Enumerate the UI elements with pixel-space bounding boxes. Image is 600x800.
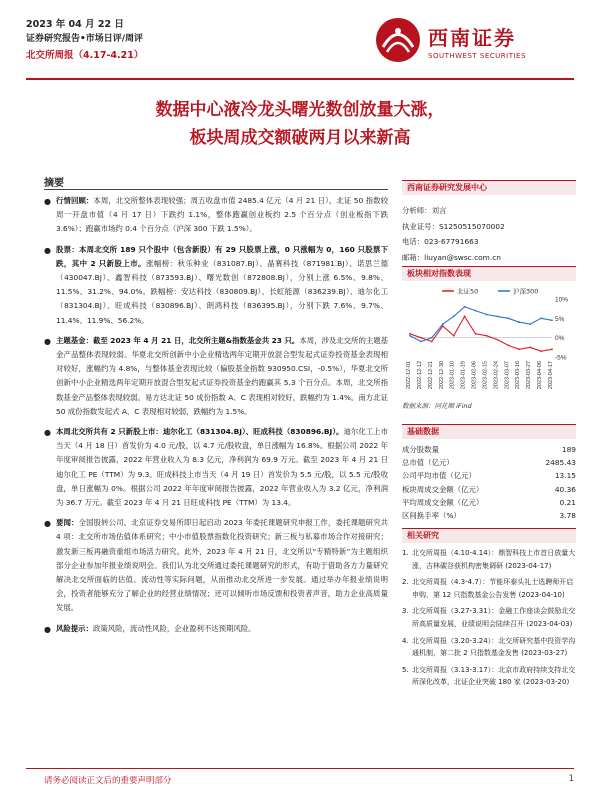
x-tick-label: 2023-03-16 — [515, 361, 522, 390]
paragraph-lead: 本周北交所共有 2 只新股上市：迪尔化工（831304.BJ）、旺成科技（830896.BJ）。 — [56, 427, 344, 437]
summary-heading: 摘要 — [44, 178, 64, 189]
data-point — [475, 310, 477, 312]
x-tick-label: 2023-03-07 — [504, 361, 511, 390]
x-tick-label: 2023-04-06 — [537, 361, 544, 390]
relative-performance-chart — [402, 285, 576, 399]
row-value: 13.15 — [554, 471, 576, 481]
row-value: 40.36 — [554, 484, 576, 494]
data-point — [464, 306, 466, 308]
bullet-icon: ● — [44, 428, 51, 438]
y-tick-label: 10% — [555, 296, 569, 304]
x-tick-label: 2023-02-06 — [471, 361, 478, 390]
basic-data-row — [402, 496, 576, 509]
summary-paragraph-news — [44, 516, 388, 615]
paragraph-lead: 行情回顾： — [56, 196, 94, 205]
row-label: 区间换手率（%） — [402, 511, 461, 521]
row-value: 189 — [561, 445, 576, 454]
basic-data-row — [402, 456, 576, 469]
paragraph-lead: 主题基金：截至 2023 年 4 月 21 日，北交所主题&指数基金共 23 只。 — [56, 335, 300, 345]
data-point — [486, 335, 488, 337]
summary-paragraph-stocks — [44, 243, 388, 328]
x-tick-label: 2023-02-24 — [493, 361, 500, 390]
logo-emblem-icon — [374, 16, 422, 64]
item-number: 4. — [402, 636, 409, 645]
page-number: 1 — [568, 774, 574, 784]
analyst-heading: 西南证券研究发展中心 — [402, 180, 576, 195]
analyst-phone: 电话：023-67791663 — [402, 237, 479, 246]
basic-data-row — [402, 483, 576, 496]
x-tick-label: 2022-12-30 — [438, 361, 445, 390]
row-label: 成分股数量 — [402, 445, 439, 454]
related-report-link[interactable] — [402, 605, 576, 630]
data-point — [442, 323, 444, 325]
basic-data-heading: 基础数据 — [402, 424, 576, 439]
data-point — [464, 316, 466, 318]
row-value: 2485.43 — [545, 458, 576, 468]
summary-paragraph-risk — [44, 622, 388, 636]
paragraph-text: 涨幅榜：秋乐种业（831087.BJ）、晶赛科技（871981.BJ）、诺思兰德（430047.BJ）、鑫智科技（873593.BJ）、曙光数创（872808.BJ），分别上涨 6.5%、9.8%、11.5%、31.2%、94.0%。跌幅榜：安达科技（830809.BJ）、长虹能源（836239.BJ）、迪尔化工（831304.BJ）、旺成科技（830896.BJ）、朗鸿科技（836395.BJ），分别下跌 7.6%、9.7%、11.4%、11.9%、56.2%。 — [56, 258, 388, 325]
paragraph-text: 全国股转公司、北京证券交易所即日起启动 2023 年委托课题研究申报工作，委托课题研究共 4 项：北交所市场估值体系研究；中小市值股票指数化投资研究；新三板与私募市场合作对接研究；激发新三板再融资重组市场活力研究。此外，2023 年 4 月 21 日，北交所以“专精特新”为主题组织部分企业参加年报业绩说明会。我们认为北交所通过委托课题研究的形式，有助于借助各方力量研究解决北交所面临的估值、流动性等实际问题，从而推动北交所进一步发展。通过举办年报业绩说明会，投资者能够充分了解企业的经营业绩情况；还可以倾听市场反馈和投资者声音，助力企业高质量发展。 — [56, 518, 388, 613]
x-tick-label: 2023-02-15 — [482, 361, 489, 390]
analyst-license: 执业证号：S1250515070002 — [402, 221, 505, 231]
data-point — [431, 341, 433, 343]
related-research-heading: 相关研究 — [402, 528, 576, 543]
summary-paragraph-market — [44, 194, 388, 237]
data-point — [475, 333, 477, 335]
bullet-icon: ● — [44, 245, 51, 255]
paragraph-text: 本周，北交所整体表现较强；周五收盘市值 2485.4 亿元（4 月 21 日），北证 50 指数较周一开盘市值（4 月 17 日）下跌约 1.1%，整体跑赢创业板约 2.5 个百分点（创业板指下跌 3.6%）；跑赢市场约 0.4 个百分点（沪深 300 下跌 1.5%）。 — [56, 196, 388, 234]
footer-disclaimer: 请务必阅读正文后的重要声明部分 — [44, 776, 172, 786]
row-label: 总市值（亿元） — [402, 458, 454, 468]
data-point — [529, 346, 531, 348]
x-tick-label: 2022-12-12 — [416, 361, 423, 390]
row-value: 0.21 — [559, 497, 576, 507]
basic-data-box — [402, 424, 576, 522]
bullet-icon: ● — [44, 336, 51, 346]
data-point — [551, 319, 553, 321]
data-point — [540, 350, 542, 352]
related-research-box — [402, 528, 576, 689]
bullet-icon: ● — [44, 624, 51, 634]
related-report-title: 北交所周报（3.20-3.24）：北交所研究基中投资学沟通机制，第二批 2 只指数基金发售 (2023-03-27) — [412, 636, 576, 658]
basic-data-row — [402, 509, 576, 522]
data-point — [420, 341, 422, 343]
summary-body — [44, 194, 388, 642]
logo-chinese-name: 西南证券 — [428, 26, 516, 50]
report-date: 2023 年 04 月 22 日 — [26, 19, 124, 30]
data-point — [453, 335, 455, 337]
y-tick-label: 0% — [555, 335, 565, 343]
analyst-name: 分析师：刘言 — [402, 206, 447, 215]
related-report-title: 北交所周报（3.13-3.17）：北京市政府持续支持北交所深化改革，北证企业突破 180 家 (2023-03-20) — [412, 665, 576, 687]
data-point — [518, 348, 520, 350]
data-point — [453, 316, 455, 318]
paragraph-text: 本周，涉及北交所的主题基金产品整体表现较弱。华夏北交所创新中小企业精选两年定期开放混合型发起式证券投资基金表现相对较好，涨幅约为 4.8%，与整体基金表现比较（偏股基金指数 930950.CSI，-0.5%），华夏北交所创新中小企业精选两年定期开放混合型发起式证券投资基金约跑赢其 5.3 个百分点。本周，北交所指数基金产品整体表现较弱。易方达北证 50 成份指数 A、C 表现相对较好，跌幅约为 1.4%。南方北证 50 成份指数发起式 A、C 表现相对较弱，跌幅约为 1.5%。 — [56, 335, 389, 416]
data-point — [540, 317, 542, 319]
bullet-icon: ● — [44, 519, 51, 529]
paragraph-text: 政策风险，流动性风险，企业盈利不达预期风险。 — [92, 623, 256, 633]
chart-source: 数据来源：同花顺 iFind — [402, 402, 472, 410]
report-title — [60, 96, 540, 152]
related-report-title: 北交所周报（4.10-4.14）：鼎智科技上市首日放量大涨，吉林碳谷获机构密集调研 (2023-04-17) — [412, 549, 576, 570]
title-line-2: 板块周成交额破两月以来新高 — [189, 128, 411, 148]
x-tick-label: 2022-12-01 — [406, 361, 412, 390]
analyst-box — [402, 180, 576, 265]
summary-divider — [44, 189, 388, 190]
performance-box — [402, 266, 576, 410]
footer-divider — [26, 768, 574, 769]
performance-heading: 板块相对指数表现 — [402, 266, 576, 281]
data-point — [420, 337, 422, 339]
paragraph-lead: 股票：本周北交所 189 只个股中（包含新股）有 29 只股票上涨，0 只涨幅为 0，160 只股票下跌，其中 2 只新股上市。 — [56, 244, 388, 268]
data-point — [507, 317, 509, 319]
related-report-link[interactable] — [402, 664, 576, 689]
basic-data-table — [402, 443, 576, 522]
basic-data-row — [402, 469, 576, 482]
data-point — [551, 348, 553, 350]
data-point — [518, 321, 520, 323]
report-series: 北交所周报（4.17-4.21） — [26, 50, 144, 61]
legend-label: 北证50 — [457, 287, 479, 296]
x-tick-label: 2022-12-21 — [427, 361, 434, 390]
legend-label: 沪深300 — [513, 287, 539, 296]
bullet-icon: ● — [44, 197, 51, 206]
row-value: 3.78 — [559, 511, 576, 521]
y-tick-label: -5% — [555, 354, 567, 362]
company-logo — [374, 14, 574, 70]
data-point — [409, 335, 411, 337]
related-report-link[interactable] — [402, 576, 576, 601]
related-report-title: 北交所周报（3.27-3.31）：金融工作座谈会鼓励北交所高质量发展，业绩说明会陆续召开 (2023-04-03) — [412, 607, 576, 628]
logo-english-name: SOUTHWEST SECURITIES — [428, 52, 526, 60]
item-number: 2. — [402, 578, 409, 587]
x-tick-label: 2023-01-10 — [449, 361, 456, 390]
paragraph-lead: 风险提示： — [56, 623, 93, 633]
data-point — [507, 345, 509, 347]
x-tick-label: 2023-04-17 — [548, 361, 554, 390]
row-label: 板块周成交金额（亿元） — [402, 484, 484, 494]
report-header — [26, 12, 574, 76]
related-report-title: 北交所周报（4.3-4.7）：节能环泰头礼士选聘师开启申购，第 12 只指数基金公告发售 (2023-04-10) — [412, 578, 574, 599]
basic-data-row — [402, 443, 576, 456]
data-point — [529, 323, 531, 325]
header-divider — [26, 78, 574, 80]
related-report-link[interactable] — [402, 547, 576, 572]
data-point — [409, 333, 411, 335]
paragraph-text: 迪尔化工上市当天（4 月 18 日）首发价为 4.0 元/股，以 4.7 元/股收盘，单日涨幅为 16.8%。根据公司 2022 年年度审阅报告披露，2022 年营业收入为 8.3 亿元，净利润为 69.9 万元。截至 2023 年 4 月 21 日迪尔化工 PE（TTM）为 9.3。旺成科技上市当天（4 月 19 日）首发价为 5.5 元/股，以 5.5 元/股收盘，单日涨幅为 0%。根据公司 2022 年年度审阅报告披露，2022 年营业收入为 3.2 亿元，净利润为 36.7 万元。截至 2023 年 4 月 21 日旺成科技 PE（TTM）为 13.4。 — [56, 427, 388, 508]
paragraph-lead: 要闻： — [56, 518, 79, 528]
analyst-email[interactable]: 邮箱：liuyan@swsc.com.cn — [402, 252, 501, 262]
summary-paragraph-ipo — [44, 425, 388, 510]
summary-paragraph-funds — [44, 334, 388, 419]
report-type: 证券研究报告•市场日评/周评 — [26, 34, 144, 44]
title-line-1: 数据中心液冷龙头曙光数创放量大涨， — [155, 100, 445, 120]
row-label: 平均周成交金额（亿元） — [402, 497, 484, 507]
item-number: 1. — [402, 549, 409, 557]
chart-svg — [402, 285, 576, 399]
series-line-1 — [410, 316, 552, 351]
data-point — [486, 314, 488, 316]
item-number: 3. — [402, 607, 409, 616]
y-tick-label: 5% — [555, 315, 565, 323]
x-tick-label: 2023-03-27 — [526, 361, 533, 390]
related-report-link[interactable] — [402, 635, 576, 660]
data-point — [496, 316, 498, 318]
row-label: 公司平均市值（亿元） — [402, 471, 476, 481]
item-number: 5. — [402, 665, 409, 674]
data-point — [496, 339, 498, 341]
x-tick-label: 2023-01-19 — [460, 361, 467, 390]
data-point — [431, 337, 433, 339]
